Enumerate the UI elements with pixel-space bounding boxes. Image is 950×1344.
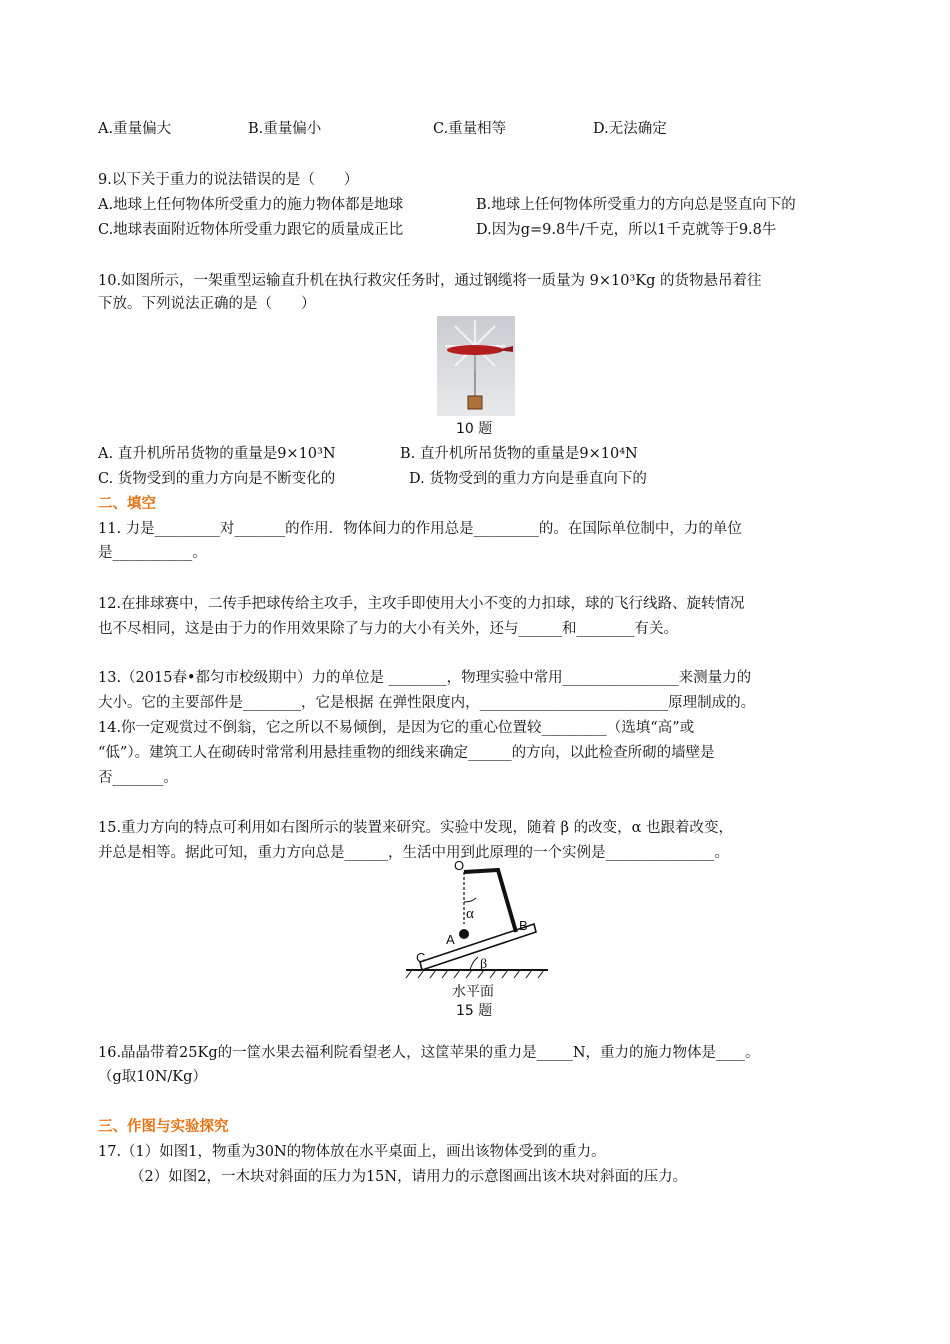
q10-option-c: C. 货物受到的重力方向是不断变化的: [98, 471, 336, 487]
q9-option-a: A.地球上任何物体所受重力的施力物体都是地球: [98, 197, 404, 213]
q13-line2: 大小。它的主要部件是________，它是根据 在弹性限度内，__________________________原理制成的。: [98, 695, 756, 711]
q8-option-c: C.重量相等: [433, 121, 507, 137]
helicopter-figure: [437, 316, 515, 416]
gravity-direction-apparatus-figure: [402, 858, 552, 990]
q9-stem: 9.以下关于重力的说法错误的是（ ）: [98, 172, 359, 188]
label-b: B: [519, 918, 528, 933]
q8-option-b: B.重量偏小: [248, 121, 322, 137]
q17-line1: 17.（1）如图1，物重为30N的物体放在水平桌面上，画出该物体受到的重力。: [98, 1144, 606, 1160]
q9-option-d: D.因为g=9.8牛/千克，所以1千克就等于9.8牛: [476, 222, 777, 238]
q14-line1: 14.你一定观赏过不倒翁，它之所以不易倾倒，是因为它的重心位置较_________（选填“高”或: [98, 720, 695, 736]
label-alpha: α: [466, 906, 474, 922]
q16-line1: 16.晶晶带着25Kg的一筐水果去福利院看望老人，这筐苹果的重力是_____N，重力的施力物体是____。: [98, 1045, 760, 1061]
cargo-box: [468, 396, 482, 409]
plumb-bob: [459, 929, 469, 939]
ground-hatching: [406, 970, 544, 978]
q10-stem-line2: 下放。下列说法正确的是（ ）: [98, 296, 316, 312]
q10-option-d: D. 货物受到的重力方向是垂直向下的: [409, 471, 647, 487]
q9-option-c: C.地球表面附近物体所受重力跟它的质量成正比: [98, 222, 404, 238]
q11-line2: 是___________。: [98, 545, 207, 561]
q10-stem-line1: 10.如图所示，一架重型运输直升机在执行救灾任务时，通过钢缆将一质量为 9×10³Kg 的货物悬吊着往: [98, 273, 762, 289]
q11-line1: 11. 力是_________对_______的作用．物体间力的作用总是_________的。在国际单位制中，力的单位: [98, 521, 742, 537]
q8-option-a: A.重量偏大: [98, 121, 172, 137]
q16-line2: （g取10N/Kg）: [98, 1069, 207, 1085]
q15-ground-label: 水平面: [452, 984, 494, 1000]
q15-line1: 15.重力方向的特点可利用如右图所示的装置来研究。实验中发现，随着 β 的改变，α 也跟着改变，: [98, 820, 734, 836]
q12-line1: 12.在排球赛中，二传手把球传给主攻手，主攻手即使用大小不变的力扣球，球的飞行线路、旋转情况: [98, 596, 745, 612]
helicopter-body: [447, 345, 503, 355]
q9-option-b: B.地球上任何物体所受重力的方向总是竖直向下的: [476, 197, 796, 213]
label-o: O: [454, 858, 465, 873]
label-beta: β: [480, 957, 488, 972]
beta-arc: [470, 957, 478, 970]
q14-line2: “低”）。建筑工人在砌砖时常常利用悬挂重物的细线来确定______的方向，以此检查所砌的墙壁是: [98, 745, 715, 761]
label-c: C: [416, 950, 426, 965]
q8-option-d: D.无法确定: [593, 121, 667, 137]
q15-line2: 并总是相等。据此可知，重力方向总是______，生活中用到此原理的一个实例是_______________。: [98, 845, 729, 861]
section-heading-drawing-experiments: 三、作图与实验探究: [98, 1119, 229, 1135]
q10-option-b: B. 直升机所吊货物的重量是9×10⁴N: [400, 446, 638, 462]
q10-option-a: A. 直升机所吊货物的重量是9×10³N: [98, 446, 336, 462]
q14-line3: 否_______。: [98, 770, 178, 786]
q17-line2: （2）如图2，一木块对斜面的压力为15N，请用力的示意图画出该木块对斜面的压力。: [130, 1169, 688, 1185]
section-heading-fill-in: 二、填空: [98, 496, 156, 512]
q10-figure-caption: 10 题: [456, 421, 493, 437]
q13-line1: 13.（2015春•都匀市校级期中）力的单位是 ________，物理实验中常用________________来测量力的: [98, 670, 752, 686]
q12-line2: 也不尽相同，这是由于力的作用效果除了与力的大小有关外，还与______和________有关。: [98, 621, 678, 637]
label-a: A: [446, 932, 455, 947]
alpha-arc: [464, 898, 476, 902]
q15-figure-caption: 15 题: [456, 1003, 493, 1019]
